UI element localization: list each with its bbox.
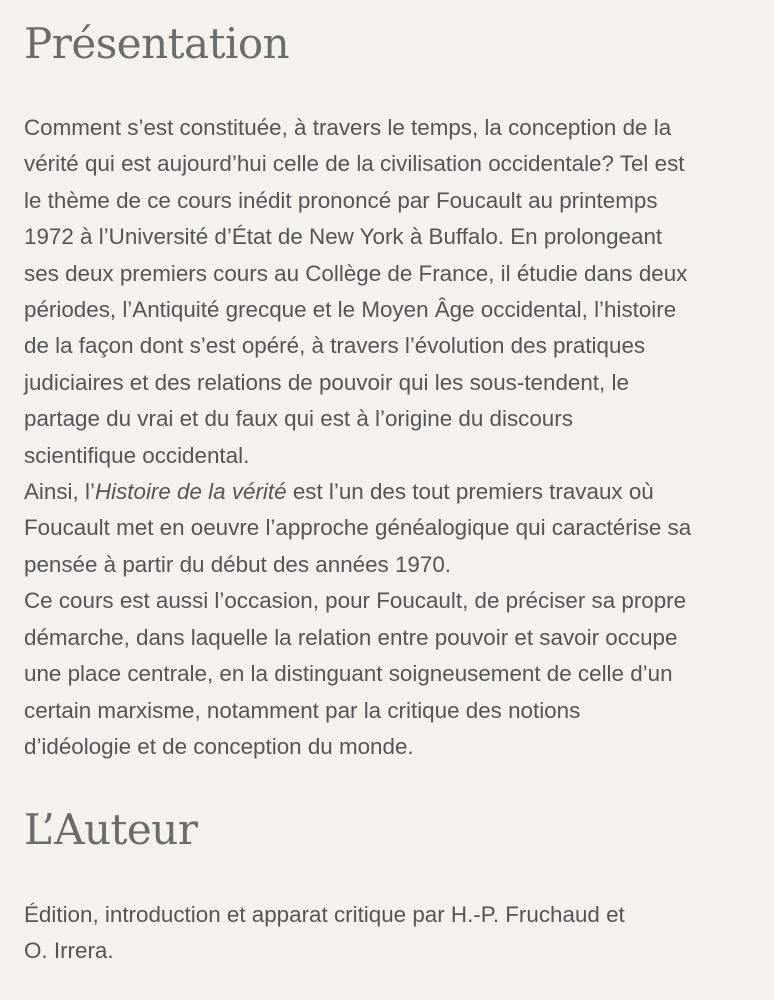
text-line: périodes, l’Antiquité grecque et le Moyen Âge occidental, l’histoire [24,297,677,323]
text-line: vérité qui est aujourd’hui celle de la civilisation occidentale? Tel est [24,151,685,177]
text-line: le thème de ce cours inédit prononcé par Foucault au printemps [24,187,658,213]
presentation-heading: Présentation [24,19,290,68]
text-line: scientifique occidental. [24,442,250,468]
text-line: Édition, introduction et apparat critique par H.-P. Fruchaud et [24,902,625,927]
text-line: Comment s’est constituée, à travers le temps, la conception de la [24,115,672,140]
auteur-body [24,897,754,970]
text-line: de la façon dont s’est opéré, à travers l’évolution des pratiques [24,333,646,359]
text-line: O. Irrera. [24,938,114,964]
text-line: démarche, dans laquelle la relation entre pouvoir et savoir occupe [24,624,678,650]
text-line: 1972 à l’Université d’État de New York à Buffalo. En prolongeant [24,224,663,250]
book-title: Histoire de la vérité [94,479,287,505]
auteur-heading: L’Auteur [24,805,198,854]
text-line: Ce cours est aussi l’occasion, pour Foucault, de préciser sa propre [24,588,687,614]
text-line: certain marxisme, notamment par la critique des notions [24,697,581,723]
text-line: d’idéologie et de conception du monde. [24,733,414,759]
text-line: ses deux premiers cours au Collège de France, il étudie dans deux [24,260,688,286]
text-line: Foucault met en oeuvre l’approche généalogique qui caractérise sa [24,515,692,541]
presentation-body [24,110,754,765]
text-line: une place centrale, en la distinguant soigneusement de celle d’un [24,661,673,687]
text-line: partage du vrai et du faux qui est à l’origine du discours [24,406,573,432]
text-line: judiciaires et des relations de pouvoir qui les sous-tendent, le [24,369,629,395]
para2-prefix: Ainsi, l’ [24,479,95,505]
text-line: pensée à partir du début des années 1970. [24,551,451,577]
text-line [24,474,754,510]
para2-suffix: est l’un des tout premiers travaux où [286,479,654,505]
